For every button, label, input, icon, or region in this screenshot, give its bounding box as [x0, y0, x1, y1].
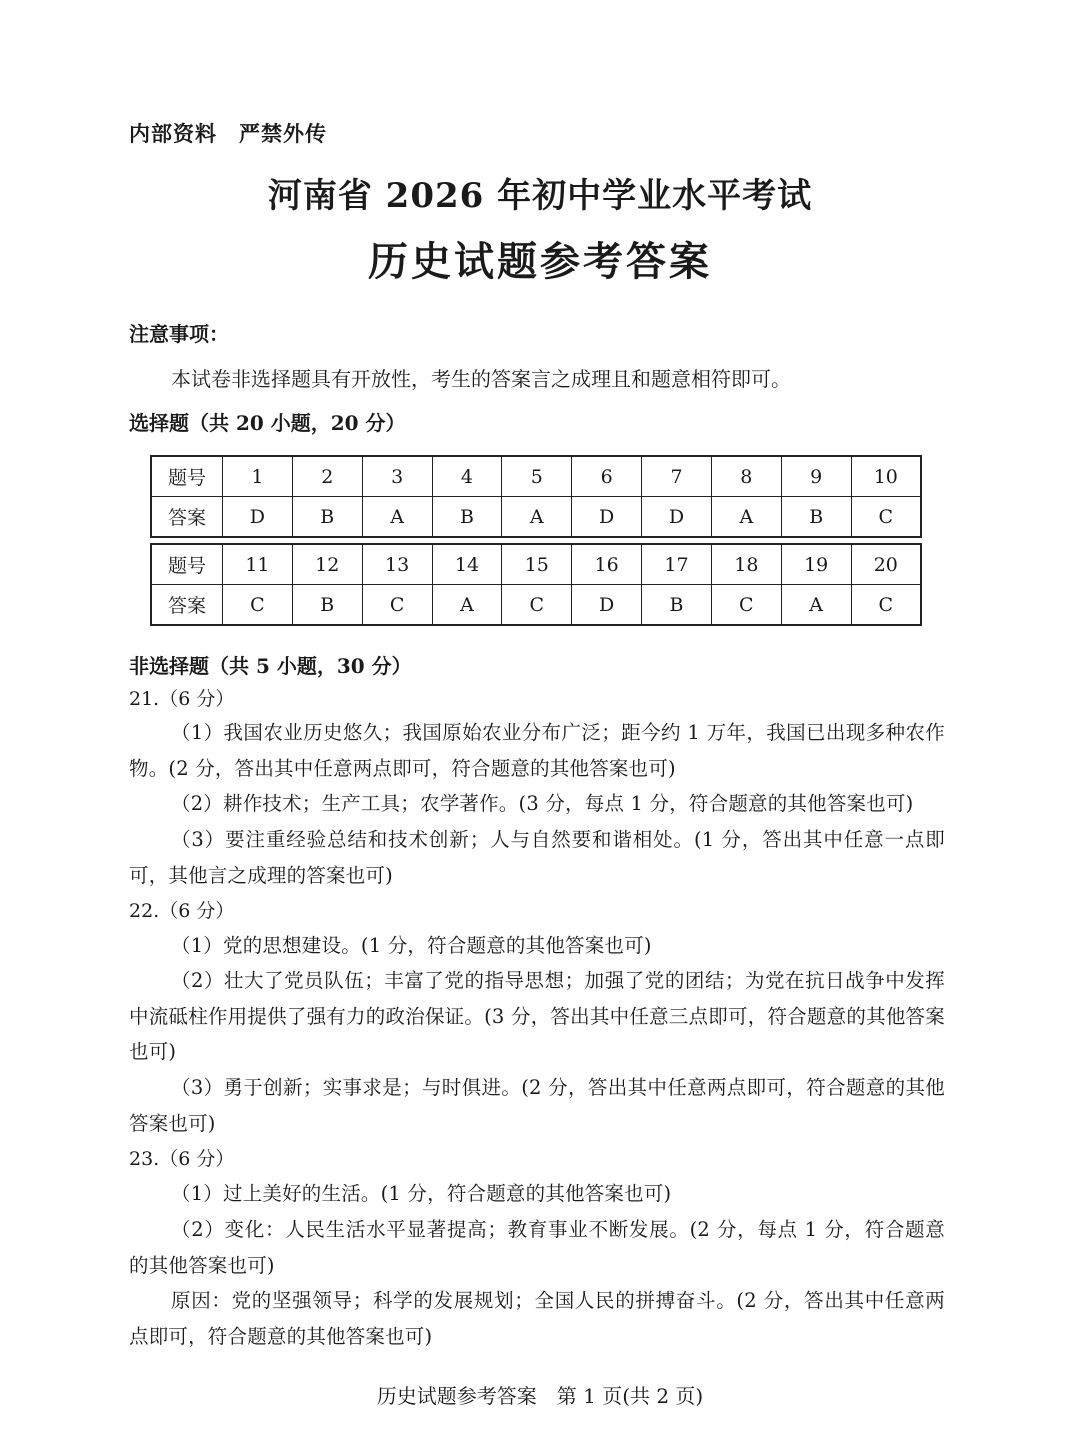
answer-table-1-10 [150, 455, 922, 538]
multiple-choice-heading: 选择题（共 20 小题，20 分） [129, 411, 406, 435]
question-number-cell: 15 [502, 544, 572, 585]
question-21-answer-2: （2）耕作技术；生产工具；农学著作。(3 分，每点 1 分，符合题意的其他答案也可) [171, 792, 914, 815]
confidential-note: 内部资料 严禁外传 [129, 121, 327, 146]
question-22-answer-3: （3）勇于创新；实事求是；与时俱进。(2 分，答出其中任意两点即可，符合题意的其他答案也可) [129, 1076, 945, 1135]
row-label-answer: 答案 [151, 497, 223, 538]
answer-cell: B [292, 497, 362, 538]
question-23-title: 23.（6 分） [129, 1148, 235, 1170]
answer-cell: C [851, 497, 921, 538]
answer-cell: A [432, 585, 502, 626]
question-number-row [151, 544, 921, 585]
question-number-cell: 10 [851, 456, 921, 497]
answer-cell: B [642, 585, 712, 626]
question-number-cell: 16 [572, 544, 642, 585]
answer-row [151, 497, 921, 538]
question-number-cell: 8 [711, 456, 781, 497]
page-footer: 历史试题参考答案 第 1 页(共 2 页) [376, 1384, 704, 1408]
question-number-cell: 1 [223, 456, 293, 497]
question-number-cell: 2 [292, 456, 362, 497]
question-number-cell: 19 [781, 544, 851, 585]
row-label-answer: 答案 [151, 585, 223, 626]
exam-title: 河南省 2026 年初中学业水平考试 [267, 176, 813, 216]
question-number-cell: 9 [781, 456, 851, 497]
question-22-answer-2: （2）壮大了党员队伍；丰富了党的指导思想；加强了党的团结；为党在抗日战争中发挥中流砥柱作用提供了强有力的政治保证。(3 分，答出其中任意三点即可，符合题意的其他答案也可) [129, 969, 945, 1063]
answer-cell: A [711, 497, 781, 538]
answer-cell: C [223, 585, 293, 626]
question-number-cell: 6 [572, 456, 642, 497]
essay-heading: 非选择题（共 5 小题，30 分） [129, 654, 412, 678]
question-number-cell: 13 [362, 544, 432, 585]
question-21-answer-1: （1）我国农业历史悠久；我国原始农业分布广泛；距今约 1 万年，我国已出现多种农作物。(2 分，答出其中任意两点即可，符合题意的其他答案也可) [129, 721, 945, 780]
answer-cell: C [502, 585, 572, 626]
question-23-answer-1: （1）过上美好的生活。(1 分，符合题意的其他答案也可) [171, 1182, 672, 1205]
question-21-answer-3: （3）要注重经验总结和技术创新；人与自然要和谐相处。(1 分，答出其中任意一点即可，其他言之成理的答案也可) [129, 828, 945, 887]
answer-cell: C [851, 585, 921, 626]
question-number-row [151, 456, 921, 497]
question-22-answer-1: （1）党的思想建设。(1 分，符合题意的其他答案也可) [171, 934, 652, 957]
answer-cell: D [572, 497, 642, 538]
question-number-cell: 18 [711, 544, 781, 585]
document-title: 历史试题参考答案 [368, 238, 712, 285]
question-number-cell: 7 [642, 456, 712, 497]
answer-cell: D [572, 585, 642, 626]
question-number-cell: 4 [432, 456, 502, 497]
question-23-answer-reasons: 原因：党的坚强领导；科学的发展规划；全国人民的拼搏奋斗。(2 分，答出其中任意两点即可，符合题意的其他答案也可) [129, 1289, 945, 1348]
notice-heading: 注意事项： [129, 322, 229, 346]
answer-cell: B [781, 497, 851, 538]
answer-cell: C [362, 585, 432, 626]
question-23-answer-2: （2）变化：人民生活水平显著提高；教育事业不断发展。(2 分，每点 1 分，符合题意的其他答案也可) [129, 1218, 945, 1277]
answer-cell: A [362, 497, 432, 538]
answer-cell: A [781, 585, 851, 626]
row-label-number: 题号 [151, 544, 223, 585]
answer-cell: A [502, 497, 572, 538]
answer-row [151, 585, 921, 626]
question-number-cell: 12 [292, 544, 362, 585]
question-number-cell: 11 [223, 544, 293, 585]
answer-cell: B [432, 497, 502, 538]
answer-cell: D [223, 497, 293, 538]
question-number-cell: 20 [851, 544, 921, 585]
question-number-cell: 17 [642, 544, 712, 585]
answer-cell: B [292, 585, 362, 626]
question-number-cell: 5 [502, 456, 572, 497]
answer-cell: D [642, 497, 712, 538]
answer-cell: C [711, 585, 781, 626]
notice-text: 本试卷非选择题具有开放性，考生的答案言之成理且和题意相符即可。 [171, 367, 791, 391]
question-22-title: 22.（6 分） [129, 900, 235, 922]
question-number-cell: 14 [432, 544, 502, 585]
question-21-title: 21.（6 分） [129, 688, 235, 710]
question-number-cell: 3 [362, 456, 432, 497]
answer-table-11-20 [150, 543, 922, 626]
row-label-number: 题号 [151, 456, 223, 497]
